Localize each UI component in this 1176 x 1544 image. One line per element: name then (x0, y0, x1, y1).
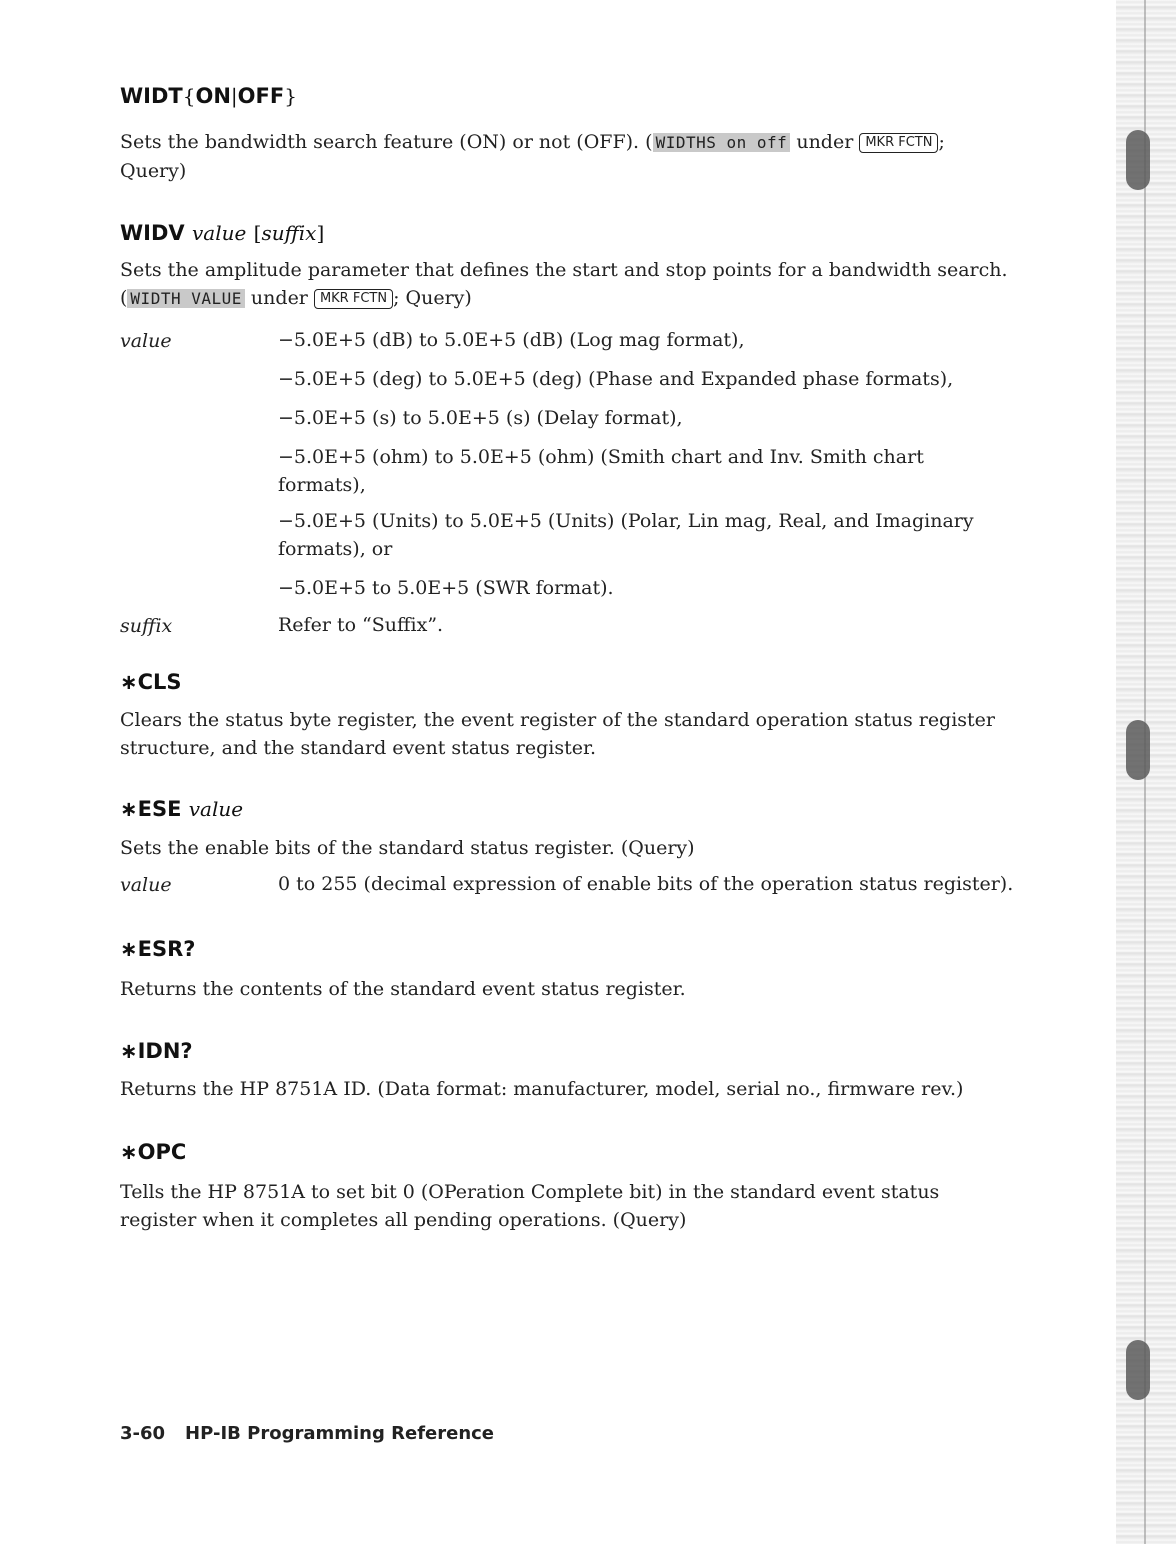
command-description: Returns the contents of the standard event status register. (120, 978, 686, 1000)
command-heading-cls (120, 670, 182, 694)
hardkey-label: MKR FCTN (314, 289, 393, 309)
param-label-value: value (120, 874, 172, 896)
hardkey-label: MKR FCTN (859, 133, 938, 153)
command-description (120, 256, 1008, 313)
description-text: register when it completes all pending operations. (Query) (120, 1209, 687, 1231)
command-description (120, 1178, 939, 1234)
page-footer (120, 1423, 494, 1444)
bracket: [ (253, 221, 262, 245)
param-definition: −5.0E+5 (dB) to 5.0E+5 (dB) (Log mag format), (278, 329, 745, 351)
command-heading-widv (120, 221, 324, 245)
bracket: ] (316, 221, 325, 245)
option-off: OFF (237, 84, 285, 108)
argument: value (191, 221, 247, 245)
command-name: ∗OPC (120, 1140, 187, 1164)
param-definition: 0 to 255 (decimal expression of enable bits of the operation status register). (278, 873, 1014, 895)
command-heading-opc (120, 1140, 186, 1164)
footer-title: HP-IB Programming Reference (185, 1423, 495, 1444)
param-definition: Refer to “Suffix”. (278, 614, 444, 636)
command-description: Returns the HP 8751A ID. (Data format: manufacturer, model, serial no., firmware rev.) (120, 1078, 964, 1100)
argument: suffix (261, 221, 317, 245)
command-name: WIDT (120, 84, 183, 108)
param-definition: formats), (278, 474, 366, 496)
description-text: Sets the bandwidth search feature (ON) or not (OFF). ( (120, 131, 653, 153)
softkey-label: WIDTH VALUE (127, 289, 244, 308)
param-definition: formats), or (278, 538, 393, 560)
command-name: WIDV (120, 221, 185, 245)
page-number: 3-60 (120, 1423, 166, 1444)
param-label-value: value (120, 330, 172, 352)
description-text: under (244, 287, 314, 309)
command-name: ∗ESR? (120, 937, 196, 961)
separator: | (230, 84, 238, 108)
description-text: structure, and the standard event status register. (120, 737, 597, 759)
brace: } (284, 84, 297, 108)
description-text: ; (938, 131, 945, 153)
softkey-label: WIDTHS on off (653, 133, 791, 152)
command-description (120, 706, 995, 762)
binder-hole (1126, 720, 1150, 780)
command-name: ∗CLS (120, 670, 182, 694)
command-description (120, 128, 945, 185)
binder-hole (1126, 1340, 1150, 1400)
command-name: ∗IDN? (120, 1039, 193, 1063)
binder-hole (1126, 130, 1150, 190)
param-definition: −5.0E+5 (s) to 5.0E+5 (s) (Delay format), (278, 407, 683, 429)
command-heading-idn (120, 1039, 193, 1063)
description-text: under (790, 131, 860, 153)
param-definition: −5.0E+5 (deg) to 5.0E+5 (deg) (Phase and Expanded phase formats), (278, 368, 954, 390)
param-definition: −5.0E+5 (Units) to 5.0E+5 (Units) (Polar, Lin mag, Real, and Imaginary (278, 510, 974, 532)
description-text: ; Query) (393, 287, 472, 309)
description-text: ( (120, 287, 128, 309)
option-on: ON (195, 84, 231, 108)
param-definition: −5.0E+5 (ohm) to 5.0E+5 (ohm) (Smith chart and Inv. Smith chart (278, 446, 924, 468)
param-label-suffix: suffix (120, 615, 173, 637)
description-text: Clears the status byte register, the event register of the standard operation status register (120, 709, 996, 731)
brace: { (182, 84, 196, 108)
command-heading-ese (120, 797, 243, 821)
description-text: Sets the amplitude parameter that defines the start and stop points for a bandwidth search. (120, 259, 1008, 281)
argument: value (188, 797, 244, 821)
command-heading-widt (120, 84, 297, 108)
command-name: ∗ESE (120, 797, 182, 821)
command-description: Sets the enable bits of the standard status register. (Query) (120, 837, 695, 859)
description-text: Tells the HP 8751A to set bit 0 (OPeration Complete bit) in the standard event status (120, 1181, 940, 1203)
description-text: Query) (120, 160, 187, 182)
param-definition: −5.0E+5 to 5.0E+5 (SWR format). (278, 577, 614, 599)
command-heading-esr (120, 937, 195, 961)
